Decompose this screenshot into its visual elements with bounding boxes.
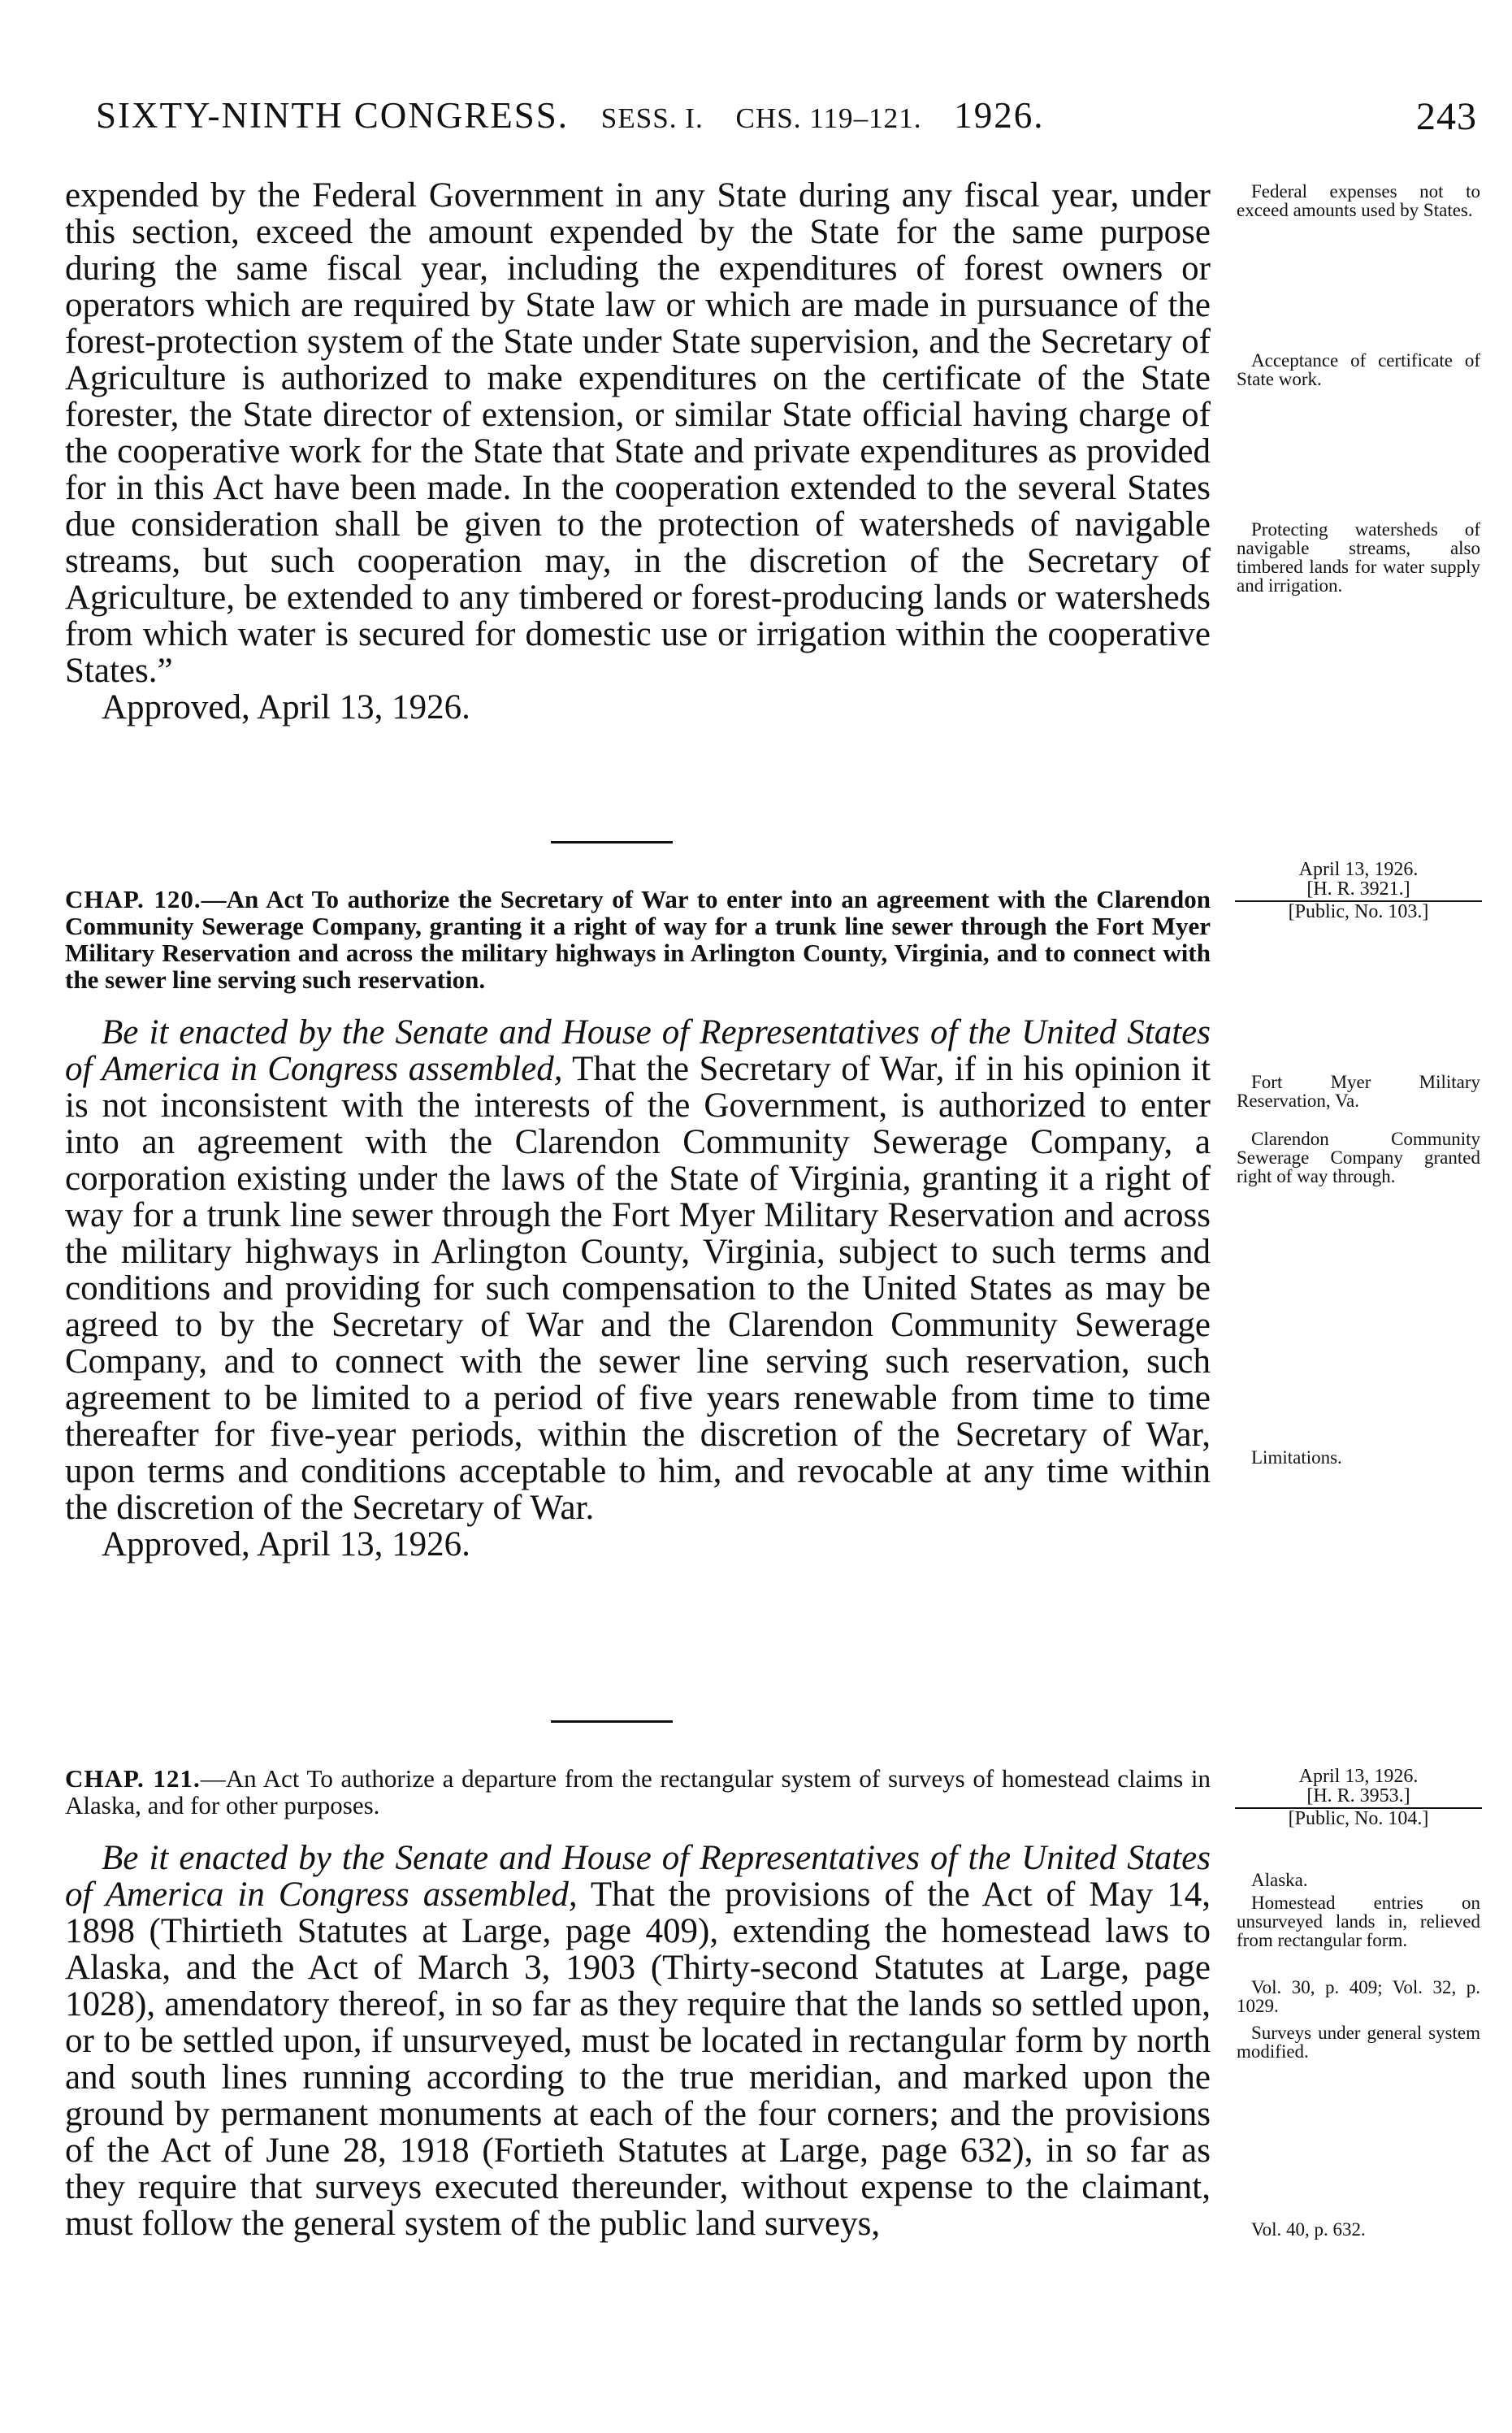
margin-note-federal-expenses — [1237, 182, 1480, 219]
chapter-120-bill-number: [H. R. 3921.] — [1235, 879, 1482, 902]
chapter-121-caption — [65, 1765, 1211, 1819]
margin-note-text: Vol. 30, p. 409; Vol. 32, p. 1029. — [1237, 1977, 1480, 2016]
running-head — [96, 94, 1477, 143]
margin-note-text: Vol. 40, p. 632. — [1251, 2219, 1366, 2240]
chapter-121-public-number: [Public, No. 104.] — [1288, 1808, 1429, 1829]
chapter-121-text: That the provisions of the Act of May 14, 1898 (Thirtieth Statutes at Large, page 409), extending the homestead laws to Alaska, and the Act of March 3, 1903 (Thirty-second Statutes at Large, page 1028), amendatory thereof, in so far as they require that the lands so settled upon, or to be settled upon, if unsurveyed, must be located in rectangular form by north and south lines running according to the true meridian, and marked upon the ground by permanent monuments at each of the four corners; and the provisions of the Act of June 28, 1918 (Fortieth Statutes at Large, page 632), in so far as they require that surveys executed thereunder, without expense to the claimant, must follow the general system of the public land surveys, — [65, 1876, 1211, 2243]
margin-note-limitations — [1237, 1448, 1480, 1467]
margin-note-clarendon — [1237, 1130, 1480, 1186]
chapter-120-label: CHAP. 120. — [65, 885, 201, 913]
margin-note-vol30 — [1237, 1978, 1480, 2015]
margin-note-text: Protecting watersheds of navigable streams, also timbered lands for water supply and irrigation. — [1237, 519, 1480, 596]
section-divider — [551, 1720, 673, 1723]
session-label: SESS. I. — [600, 102, 704, 134]
chapter-121-body — [65, 1840, 1211, 2242]
chapter-120-enacting-clause: Be it enacted by the Senate and House of Representatives of the United States of America in Congress assembled, — [65, 1013, 1211, 1088]
continuation-section — [65, 177, 1211, 726]
chapters-label: CHS. 119–121. — [735, 102, 922, 134]
page-number: 243 — [1416, 95, 1477, 138]
chapter-120-body — [65, 1014, 1211, 1526]
chapter-120-public-number: [Public, No. 103.] — [1288, 901, 1429, 922]
margin-note-surveys — [1237, 2023, 1480, 2061]
margin-note-vol40 — [1237, 2220, 1480, 2239]
chapter-120-approved: Approved, April 13, 1926. — [102, 1525, 470, 1563]
section-divider — [551, 841, 673, 844]
chapter-120-margin-citation — [1235, 860, 1482, 922]
margin-note-text: Federal expenses not to exceed amounts used by States. — [1237, 181, 1480, 220]
continuation-approved: Approved, April 13, 1926. — [102, 688, 470, 726]
margin-note-homestead — [1237, 1893, 1480, 1949]
chapter-121-margin-citation — [1235, 1767, 1482, 1828]
running-head-title — [96, 94, 1045, 137]
margin-note-text: Fort Myer Military Reservation, Va. — [1237, 1072, 1480, 1111]
chapter-121-label: CHAP. 121. — [65, 1764, 201, 1793]
margin-note-text: Acceptance of certificate of State work. — [1237, 350, 1480, 389]
chapter-121-enacting-clause: Be it enacted by the Senate and House of Representatives of the United States of America in Congress assembled, — [65, 1839, 1211, 1914]
margin-note-fort-myer — [1237, 1073, 1480, 1110]
chapter-121-title: —An Act To authorize a departure from the rectangular system of surveys of homestead claims in Alaska, and for other purposes. — [65, 1764, 1211, 1819]
year-label: 1926. — [954, 95, 1045, 136]
chapter-121-bill-number: [H. R. 3953.] — [1235, 1786, 1482, 1809]
chapter-121-date: April 13, 1926. — [1298, 1766, 1419, 1787]
margin-note-protecting — [1237, 520, 1480, 595]
chapter-120-title: —An Act To authorize the Secretary of War to enter into an agreement with the Clarendon Community Sewerage Company, granting it a right of way for a trunk line sewer through the Fort Myer Military Reservation and across the military highways in Arlington County, Virginia, and to connect with the sewer line serving such reservation. — [65, 885, 1211, 994]
margin-note-text: Clarendon Community Sewerage Company granted right of way through. — [1237, 1129, 1480, 1186]
chapter-120-date: April 13, 1926. — [1298, 859, 1419, 880]
margin-note-text: Limitations. — [1251, 1447, 1342, 1468]
margin-note-text: Surveys under general system modified. — [1237, 2023, 1480, 2062]
margin-note-text: Alaska. — [1251, 1870, 1308, 1890]
chapter-121 — [65, 1765, 1211, 2242]
congress-label: SIXTY-NINTH CONGRESS. — [96, 95, 570, 136]
margin-note-acceptance — [1237, 351, 1480, 388]
chapter-120-text: That the Secretary of War, if in his opinion it is not inconsistent with the interests of the Government, is authorized to enter into an agreement with the Clarendon Community Sewerage Company, a corporation existing under the laws of the State of Virginia, granting it a right of way for a trunk line sewer through the Fort Myer Military Reservation and across the military highways in Arlington County, Virginia, subject to such terms and conditions and providing for such compensation to the United States as may be agreed to by the Secretary of War and the Clarendon Community Sewerage Company, and to connect with the sewer line serving such reservation, such agreement to be limited to a period of five years renewable from time to time thereafter for five-year periods, within the discretion of the Secretary of War, upon terms and conditions acceptable to him, and revocable at any time within the discretion of the Secretary of War. — [65, 1050, 1211, 1527]
chapter-120-caption — [65, 886, 1211, 993]
continuation-paragraph: expended by the Federal Government in any State during any fiscal year, under this section, exceed the amount expended by the State for the same purpose during the same fiscal year, including the expenditures of forest owners or operators which are required by State law or which are made in pursuance of the forest-protection system of the State under State supervision, and the Secretary of Agriculture is authorized to make expenditures on the certificate of the State forester, the State director of extension, or similar State official having charge of the cooperative work for the State that State and private expenditures as provided for in this Act have been made. In the cooperation extended to the several States due consideration shall be given to the protection of watersheds of navigable streams, but such cooperation may, in the discretion of the Secretary of Agriculture, be extended to any timbered or forest-producing lands or watersheds from which water is secured for domestic use or irrigation within the cooperative States.” — [65, 176, 1211, 690]
margin-note-text: Homestead entries on unsurveyed lands in, relieved from rectangular form. — [1237, 1893, 1480, 1950]
chapter-120 — [65, 886, 1211, 1563]
margin-note-alaska — [1237, 1871, 1480, 1889]
